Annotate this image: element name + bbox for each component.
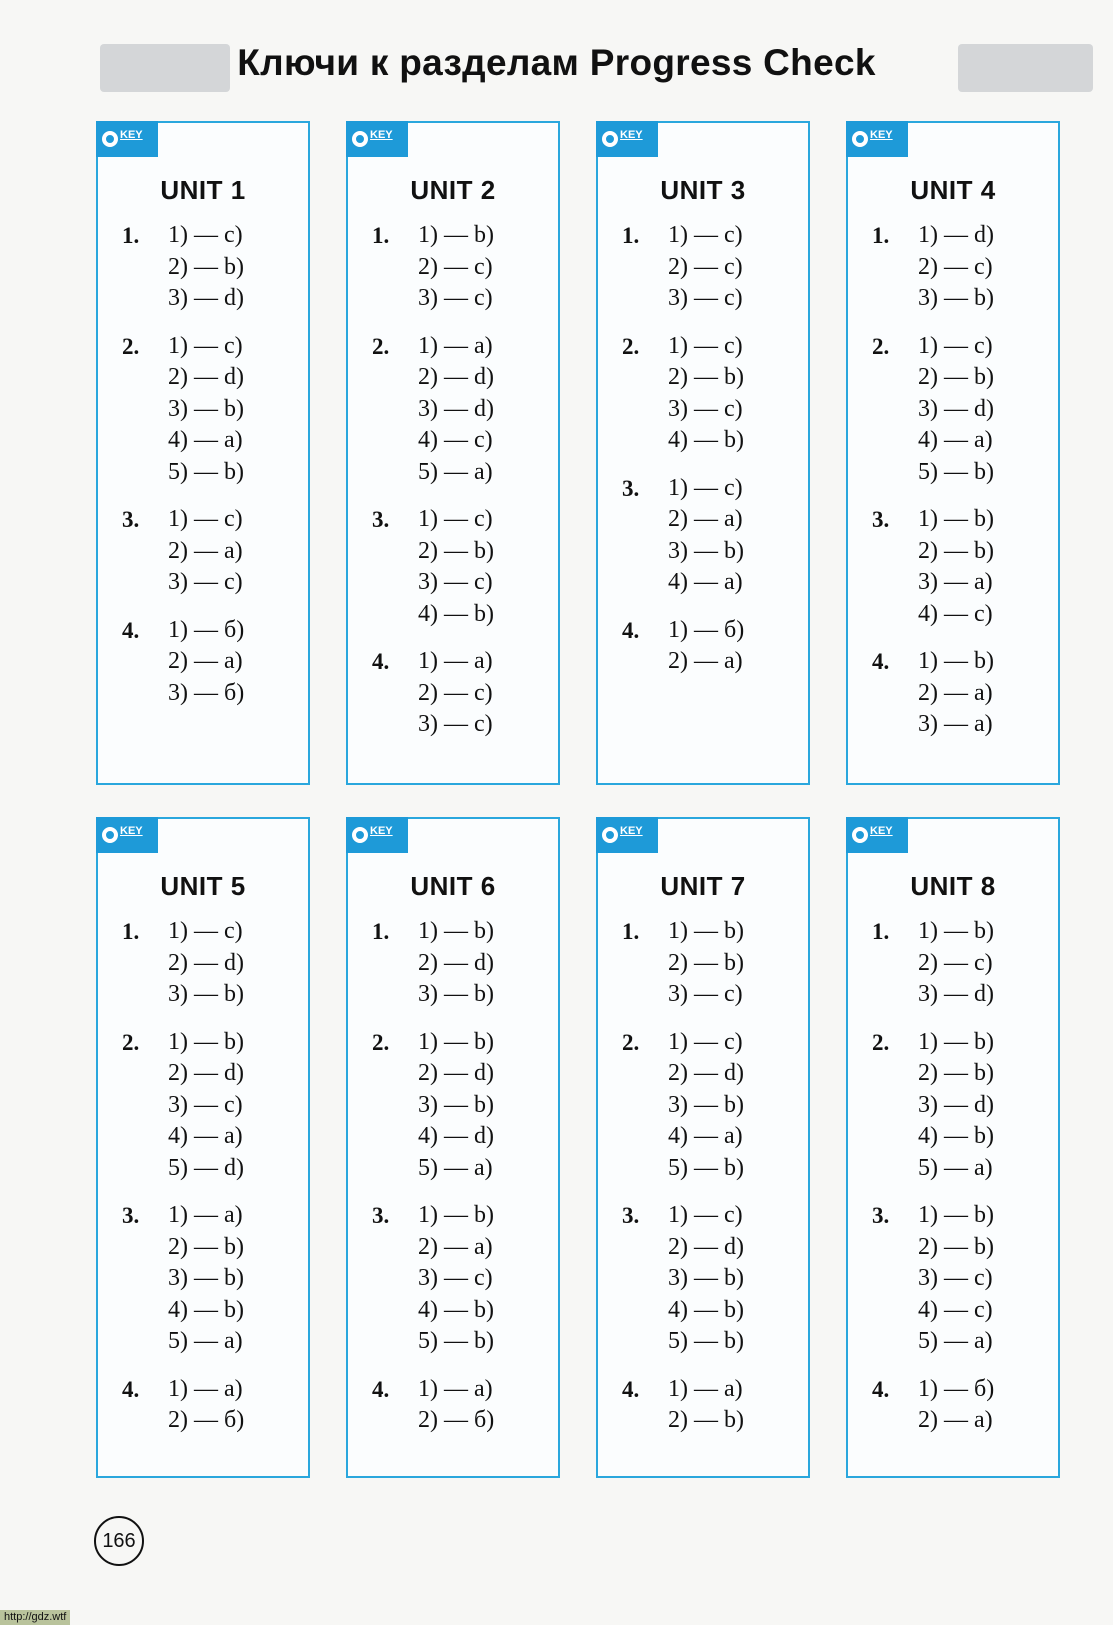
task-item (122, 615, 308, 710)
answer-line: 2) — c) (668, 253, 743, 280)
answer-line: 4) — b) (168, 1296, 244, 1323)
answer-line: 1) — б) (918, 1375, 995, 1402)
task-item (372, 1200, 558, 1358)
key-label: KEY (620, 129, 643, 141)
answer-line: 1) — a) (168, 1375, 243, 1402)
task-item (622, 1027, 808, 1185)
task-number: 4. (872, 1376, 890, 1402)
answer-line: 2) — c) (918, 253, 993, 280)
answer-list (918, 1374, 994, 1437)
answer-list (668, 615, 744, 678)
answer-list (418, 331, 494, 489)
key-ring-icon (102, 131, 118, 147)
answer-line: 1) — b) (918, 506, 994, 532)
task-number: 2. (872, 333, 890, 359)
task-item (872, 331, 1058, 489)
answer-line: 2) — c) (418, 253, 493, 280)
key-ring-icon (352, 131, 368, 147)
task-item (122, 1200, 308, 1358)
task-item (622, 220, 808, 315)
answer-list (668, 1027, 744, 1185)
task-list (348, 916, 558, 1437)
answer-line: 2) — б) (168, 1407, 245, 1433)
answer-line: 3) — c) (168, 1091, 243, 1118)
task-number: 3. (372, 507, 390, 532)
answer-line: 2) — a) (668, 506, 743, 532)
key-icon (846, 817, 908, 853)
answer-line: 4) — b) (418, 1296, 494, 1323)
answer-list (168, 331, 244, 489)
answer-line: 1) — b) (418, 222, 494, 248)
answer-list (168, 1374, 244, 1437)
task-number: 2. (122, 333, 140, 359)
answer-line: 3) — c) (668, 285, 743, 311)
key-label: KEY (870, 825, 893, 837)
answer-line: 3) — b) (418, 1091, 494, 1118)
answer-line: 1) — b) (168, 1028, 244, 1055)
key-label: KEY (620, 825, 643, 837)
answer-line: 2) — d) (668, 1060, 744, 1086)
task-list (348, 220, 558, 741)
answer-line: 3) — b) (668, 537, 744, 564)
answer-line: 4) — d) (418, 1123, 494, 1149)
page-number: 166 (94, 1516, 144, 1566)
answer-line: 1) — c) (668, 1202, 743, 1228)
task-number: 2. (622, 1029, 640, 1055)
answer-line: 3) — b) (168, 981, 244, 1007)
task-number: 4. (122, 617, 140, 643)
answer-line: 3) — c) (418, 1265, 493, 1291)
task-item (372, 646, 558, 741)
unit-card (346, 121, 560, 785)
answer-list (168, 1027, 244, 1185)
answer-line: 2) — d) (418, 364, 494, 390)
answer-line: 1) — a) (418, 1375, 493, 1402)
answer-list (918, 646, 994, 741)
task-item (872, 1027, 1058, 1185)
task-number: 4. (372, 649, 390, 674)
answer-line: 1) — a) (668, 1375, 743, 1402)
answer-line: 3) — c) (168, 569, 243, 595)
task-list (598, 916, 808, 1437)
answer-line: 1) — c) (668, 474, 743, 501)
task-item (122, 1374, 308, 1437)
task-number: 3. (372, 1203, 390, 1228)
task-item (872, 916, 1058, 1011)
answer-line: 2) — a) (168, 648, 243, 674)
answer-line: 5) — a) (418, 1154, 493, 1181)
answer-line: 5) — a) (418, 458, 493, 485)
task-number: 3. (872, 507, 890, 532)
task-list (598, 220, 808, 678)
task-item (122, 916, 308, 1011)
task-number: 2. (872, 1029, 890, 1055)
task-list (848, 220, 1058, 741)
answer-line: 5) — b) (168, 458, 244, 485)
answer-line: 3) — c) (418, 285, 493, 311)
answer-line: 2) — b) (668, 1407, 744, 1433)
answer-list (918, 220, 994, 315)
task-item (872, 1200, 1058, 1358)
task-item (372, 916, 558, 1011)
answer-line: 3) — c) (918, 1265, 993, 1291)
answer-line: 3) — d) (918, 1091, 994, 1118)
answer-line: 3) — d) (168, 285, 244, 311)
key-icon (596, 121, 658, 157)
answer-line: 4) — b) (418, 600, 494, 627)
answer-line: 1) — c) (668, 1028, 743, 1055)
task-number: 1. (872, 223, 890, 248)
task-list (848, 916, 1058, 1437)
answer-line: 1) — c) (668, 222, 743, 248)
answer-line: 3) — c) (668, 395, 743, 422)
answer-list (418, 916, 494, 1011)
answer-line: 4) — b) (668, 427, 744, 453)
task-number: 1. (122, 223, 140, 248)
key-icon (846, 121, 908, 157)
answer-line: 4) — c) (418, 427, 493, 453)
unit-card (846, 817, 1060, 1478)
answer-line: 3) — b) (668, 1091, 744, 1118)
task-number: 2. (372, 1029, 390, 1055)
answer-list (918, 1200, 994, 1358)
answer-line: 3) — a) (918, 569, 993, 595)
answer-list (668, 473, 744, 599)
answer-list (668, 1200, 744, 1358)
answer-line: 3) — d) (418, 395, 494, 422)
task-item (622, 1200, 808, 1358)
answer-list (168, 220, 244, 315)
task-item (122, 1027, 308, 1185)
answer-line: 1) — d) (918, 222, 994, 248)
answer-line: 3) — a) (918, 711, 993, 737)
answer-line: 4) — c) (918, 1296, 993, 1323)
answer-line: 1) — b) (918, 648, 994, 674)
answer-list (668, 1374, 744, 1437)
answer-list (918, 504, 994, 630)
task-number: 4. (872, 649, 890, 674)
answer-line: 4) — a) (668, 569, 743, 595)
unit-title: UNIT 7 (660, 871, 746, 901)
answer-line: 3) — c) (418, 711, 493, 737)
answer-line: 1) — a) (168, 1202, 243, 1228)
answer-line: 3) — б) (168, 679, 245, 706)
answer-line: 2) — d) (418, 949, 494, 976)
task-list (98, 220, 308, 709)
task-number: 4. (622, 1376, 640, 1402)
task-item (622, 473, 808, 599)
task-item (872, 504, 1058, 630)
answer-line: 1) — c) (168, 222, 243, 248)
answer-line: 5) — d) (168, 1154, 244, 1181)
answer-line: 1) — c) (918, 332, 993, 359)
task-item (122, 220, 308, 315)
answer-line: 1) — c) (168, 918, 243, 944)
answer-line: 2) — b) (918, 1060, 994, 1086)
task-number: 4. (122, 1376, 140, 1402)
key-ring-icon (852, 131, 868, 147)
answer-line: 1) — c) (168, 506, 243, 532)
answer-line: 3) — b) (168, 395, 244, 422)
unit-title: UNIT 1 (160, 175, 246, 205)
key-label: KEY (120, 825, 143, 837)
answer-line: 5) — b) (418, 1328, 494, 1354)
answer-list (168, 916, 244, 1011)
answer-line: 3) — b) (668, 1265, 744, 1291)
answer-list (668, 331, 744, 457)
answer-line: 2) — d) (168, 1060, 244, 1086)
answer-line: 2) — b) (668, 949, 744, 976)
unit-card (96, 121, 310, 785)
unit-card (96, 817, 310, 1478)
answer-line: 2) — d) (668, 1233, 744, 1260)
task-item (372, 220, 558, 315)
unit-title: UNIT 8 (910, 871, 996, 901)
answer-line: 3) — b) (168, 1265, 244, 1291)
task-number: 3. (622, 475, 640, 501)
answer-line: 1) — a) (418, 648, 493, 674)
task-number: 1. (622, 223, 640, 248)
answer-line: 2) — b) (918, 1233, 994, 1260)
answer-line: 4) — b) (918, 1123, 994, 1149)
answer-line: 2) — a) (918, 679, 993, 706)
key-label: KEY (870, 129, 893, 141)
task-item (122, 504, 308, 599)
unit-title: UNIT 2 (410, 175, 496, 205)
key-ring-icon (852, 827, 868, 843)
source-watermark: http://gdz.wtf (0, 1610, 70, 1625)
answer-list (918, 1027, 994, 1185)
answer-list (168, 504, 243, 599)
task-number: 4. (372, 1376, 390, 1402)
answer-line: 5) — b) (668, 1328, 744, 1354)
task-number: 1. (872, 919, 890, 944)
task-number: 2. (372, 333, 390, 359)
key-ring-icon (102, 827, 118, 843)
answer-list (418, 504, 494, 630)
task-item (622, 916, 808, 1011)
key-icon (346, 121, 408, 157)
answer-line: 1) — b) (418, 918, 494, 944)
task-item (872, 220, 1058, 315)
answer-line: 1) — b) (918, 1028, 994, 1055)
answer-line: 3) — c) (668, 981, 743, 1007)
task-list (98, 916, 308, 1437)
answer-line: 4) — c) (918, 600, 993, 627)
task-number: 1. (122, 919, 140, 944)
answer-list (418, 1027, 494, 1185)
answer-line: 2) — b) (168, 253, 244, 280)
key-label: KEY (370, 825, 393, 837)
unit-title: UNIT 6 (410, 871, 496, 901)
answer-line: 1) — b) (418, 1202, 494, 1228)
task-item (372, 504, 558, 630)
answer-line: 1) — б) (168, 616, 245, 643)
task-item (622, 331, 808, 457)
task-item (122, 331, 308, 489)
answer-line: 5) — b) (918, 458, 994, 485)
answer-line: 2) — d) (418, 1060, 494, 1086)
answer-line: 2) — b) (418, 537, 494, 564)
task-number: 3. (122, 1203, 140, 1228)
key-icon (596, 817, 658, 853)
answer-list (168, 615, 244, 710)
answer-line: 1) — b) (418, 1028, 494, 1055)
answer-list (168, 1200, 244, 1358)
task-item (872, 646, 1058, 741)
answer-line: 5) — a) (168, 1328, 243, 1354)
key-icon (96, 817, 158, 853)
answer-list (918, 331, 994, 489)
answer-line: 2) — a) (418, 1233, 493, 1260)
unit-title: UNIT 4 (910, 175, 996, 205)
task-number: 2. (622, 333, 640, 359)
answer-list (918, 916, 994, 1011)
unit-card (596, 121, 810, 785)
answer-line: 1) — c) (418, 506, 493, 532)
answer-line: 3) — d) (918, 395, 994, 422)
unit-card (346, 817, 560, 1478)
key-ring-icon (352, 827, 368, 843)
answer-line: 1) — b) (668, 918, 744, 944)
task-number: 4. (622, 617, 640, 643)
answer-list (668, 220, 743, 315)
answer-line: 5) — b) (668, 1154, 744, 1181)
answer-line: 3) — d) (918, 981, 994, 1007)
answer-line: 4) — a) (668, 1123, 743, 1149)
key-icon (96, 121, 158, 157)
unit-card (846, 121, 1060, 785)
answer-list (668, 916, 744, 1011)
key-ring-icon (602, 827, 618, 843)
answer-line: 5) — a) (918, 1328, 993, 1354)
answer-line: 3) — b) (918, 285, 994, 311)
key-ring-icon (602, 131, 618, 147)
answer-line: 2) — a) (668, 648, 743, 674)
task-item (872, 1374, 1058, 1437)
answer-line: 1) — b) (918, 918, 994, 944)
task-number: 1. (372, 919, 390, 944)
answer-line: 5) — a) (918, 1154, 993, 1181)
answer-line: 2) — b) (168, 1233, 244, 1260)
answer-line: 2) — d) (168, 949, 244, 976)
answer-line: 2) — c) (418, 679, 493, 706)
answer-line: 2) — a) (918, 1407, 993, 1433)
answer-line: 4) — b) (668, 1296, 744, 1323)
page-title: Ключи к разделам Progress Check (237, 42, 876, 83)
answer-line: 4) — a) (168, 1123, 243, 1149)
unit-title: UNIT 3 (660, 175, 746, 205)
answer-list (418, 220, 494, 315)
answer-line: 1) — б) (668, 616, 745, 643)
answer-line: 1) — c) (168, 332, 243, 359)
key-label: KEY (120, 129, 143, 141)
task-item (622, 1374, 808, 1437)
answer-list (418, 1374, 494, 1437)
answer-line: 2) — b) (918, 364, 994, 390)
answer-line: 1) — b) (918, 1202, 994, 1228)
unit-title: UNIT 5 (160, 871, 246, 901)
task-number: 2. (122, 1029, 140, 1055)
answer-line: 1) — a) (418, 332, 493, 359)
answer-line: 2) — c) (918, 949, 993, 976)
task-item (622, 615, 808, 678)
task-item (372, 1374, 558, 1437)
answer-line: 3) — c) (418, 569, 493, 595)
answer-line: 1) — c) (668, 332, 743, 359)
answer-line: 2) — b) (918, 537, 994, 564)
answer-list (418, 1200, 494, 1358)
answer-line: 4) — a) (168, 427, 243, 453)
task-item (372, 1027, 558, 1185)
answer-line: 2) — б) (418, 1407, 495, 1433)
unit-card (596, 817, 810, 1478)
task-number: 3. (622, 1203, 640, 1228)
answer-line: 4) — a) (918, 427, 993, 453)
task-item (372, 331, 558, 489)
task-number: 3. (872, 1203, 890, 1228)
task-number: 3. (122, 507, 140, 532)
answer-line: 2) — b) (668, 364, 744, 390)
task-number: 1. (372, 223, 390, 248)
answer-line: 2) — a) (168, 537, 243, 564)
task-number: 1. (622, 919, 640, 944)
answer-list (418, 646, 493, 741)
answer-line: 3) — b) (418, 981, 494, 1007)
key-label: KEY (370, 129, 393, 141)
key-icon (346, 817, 408, 853)
answer-line: 2) — d) (168, 364, 244, 390)
